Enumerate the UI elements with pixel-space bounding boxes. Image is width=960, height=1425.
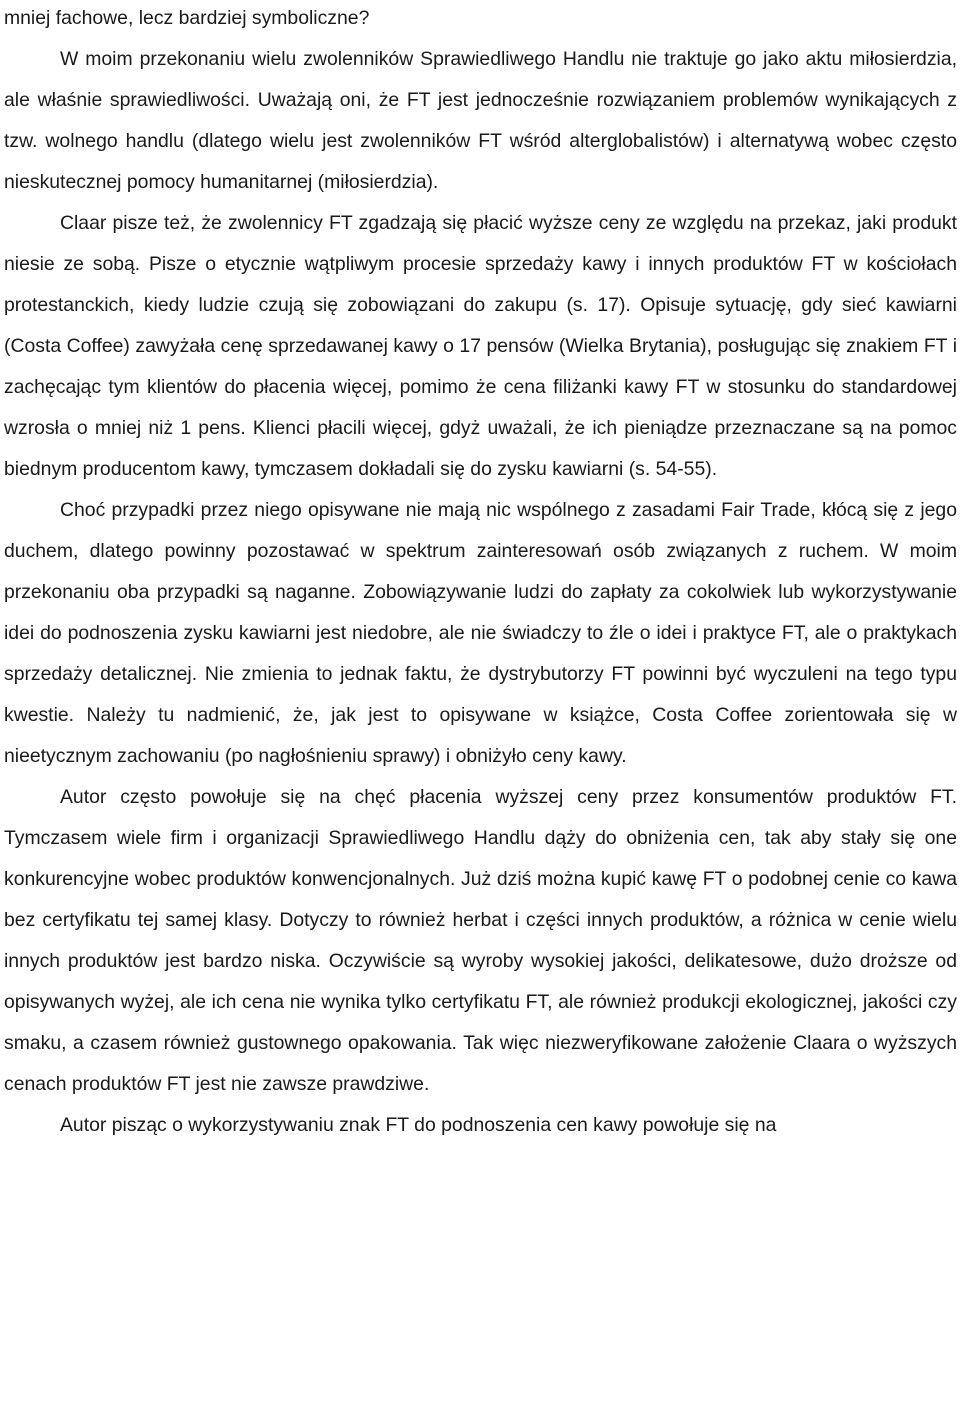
paragraph: Autor pisząc o wykorzystywaniu znak FT do podnoszenia cen kawy powołuje się na — [60, 1114, 777, 1136]
paragraph: Choć przypadki przez niego opisywane nie mają nic wspólnego z zasadami Fair Trade, kłócą się z jego duchem, dlatego powinny pozostawać w spektrum zainteresowań osób związanych z ruchem. W moim przekonaniu oba przypadki są naganne. Zobowiązywanie ludzi do zapłaty za cokolwiek lub wykorzystywanie idei do podnoszenia zysku kawiarni jest niedobre, ale nie świadczy to źle o idei i praktyce FT, ale o praktykach sprzedaży detalicznej. Nie zmienia to jednak faktu, że dystrybutorzy FT powinni być wyczuleni na tego typu kwestie. Należy tu nadmienić, że, jak jest to opisywane w książce, Costa Coffee zorientowała się w nieetycznym zachowaniu (po nagłośnieniu sprawy) i obniżyło ceny kawy. — [4, 499, 957, 767]
paragraph: Claar pisze też, że zwolennicy FT zgadzają się płacić wyższe ceny ze względu na przekaz, jaki produkt niesie ze sobą. Pisze o etycznie wątpliwym procesie sprzedaży kawy i innych produktów FT w kościołach protestanckich, kiedy ludzie czują się zobowiązani do zakupu (s. 17). Opisuje sytuację, gdy sieć kawiarni (Costa Coffee) zawyżała cenę sprzedawanej kawy o 17 pensów (Wielka Brytania), posługując się znakiem FT i zachęcając tym klientów do płacenia więcej, pomimo że cena filiżanki kawy FT w stosunku do standardowej wzrosła o mniej niż 1 pens. Klienci płacili więcej, gdyż uważali, że ich pieniądze przeznaczane są na pomoc biednym producentom kawy, tymczasem dokładali się do zysku kawiarni (s. 54-55). — [4, 212, 957, 480]
paragraph: Autor często powołuje się na chęć płacenia wyższej ceny przez konsumentów produktów FT. Tymczasem wiele firm i organizacji Sprawiedliwego Handlu dąży do obniżenia cen, tak aby stały się one konkurencyjne wobec produktów konwencjonalnych. Już dziś można kupić kawę FT o podobnej cenie co kawa bez certyfikatu tej samej klasy. Dotyczy to również herbat i części innych produktów, a różnica w cenie wielu innych produktów jest bardzo niska. Oczywiście są wyroby wysokiej jakości, delikatesowe, dużo droższe od opisywanych wyżej, ale ich cena nie wynika tylko certyfikatu FT, ale również produkcji ekologicznej, jakości czy smaku, a czasem również gustownego opakowania. Tak więc niezweryfikowane założenie Claara o wyższych cenach produktów FT jest nie zawsze prawdziwe. — [4, 786, 957, 1095]
paragraph: W moim przekonaniu wielu zwolenników Sprawiedliwego Handlu nie traktuje go jako aktu miłosierdzia, ale właśnie sprawiedliwości. Uważają oni, że FT jest jednocześnie rozwiązaniem problemów wynikających z tzw. wolnego handlu (dlatego wielu jest zwolenników FT wśród alterglobalistów) i alternatywą wobec często nieskutecznej pomocy humanitarnej (miłosierdzia). — [4, 48, 957, 193]
paragraph-continuation: mniej fachowe, lecz bardziej symboliczne? — [4, 7, 370, 29]
document-body — [4, 0, 957, 1146]
